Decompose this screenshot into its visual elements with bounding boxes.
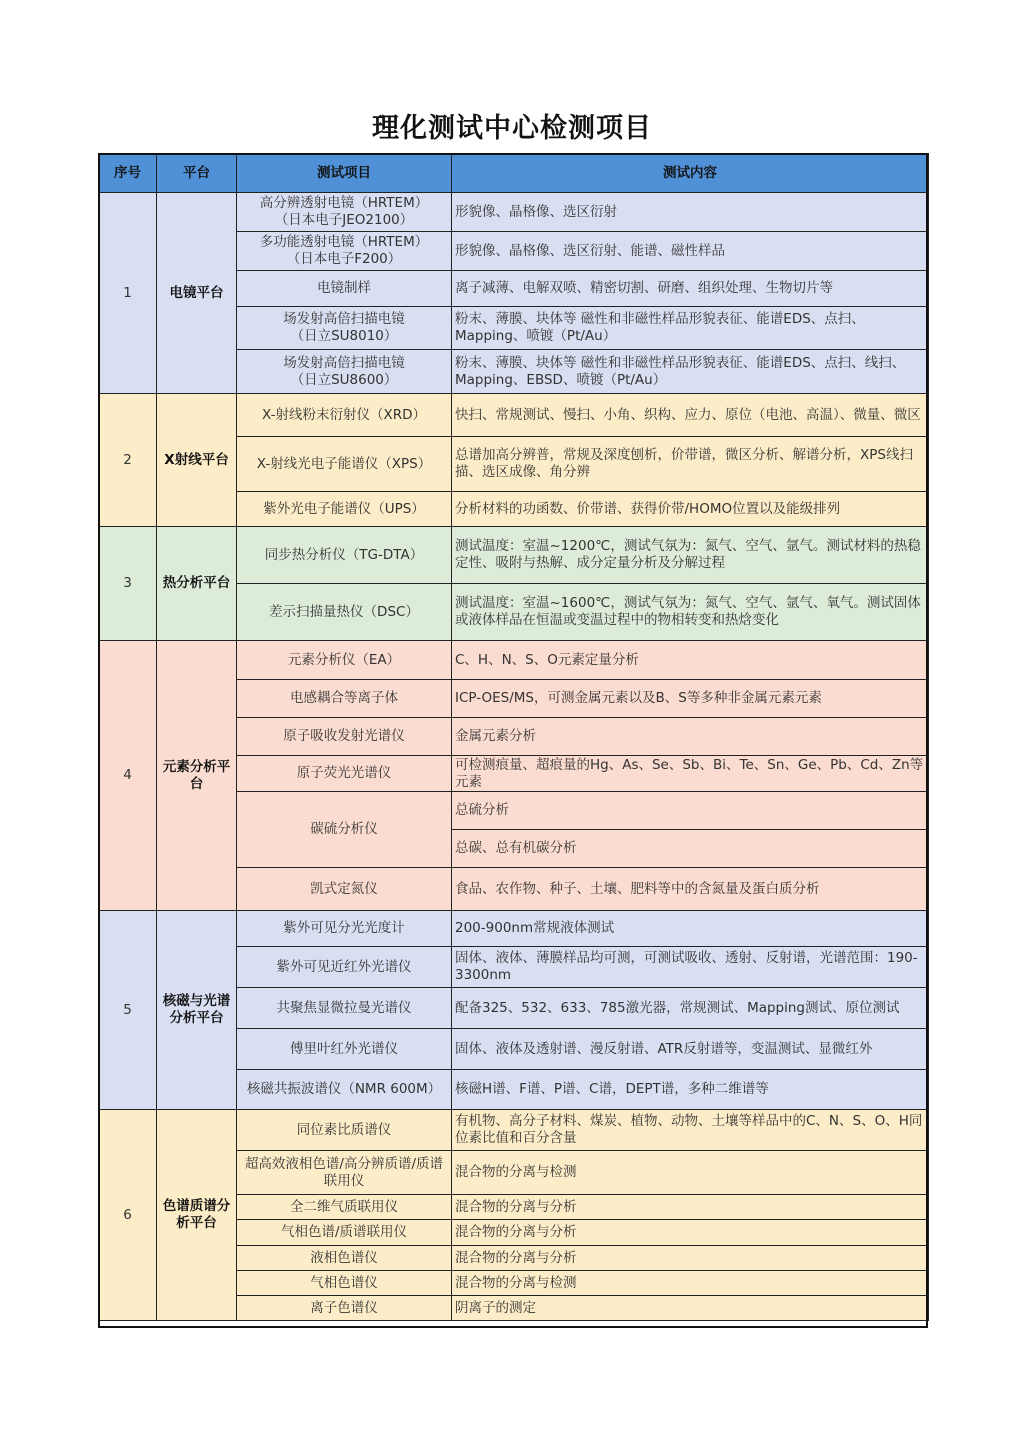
seq-cell: 3 xyxy=(99,527,157,641)
item-cell: 核磁共振波谱仪（NMR 600M） xyxy=(237,1070,452,1110)
page-title: 理化测试中心检测项目 xyxy=(372,113,652,144)
content-cell: 200-900nm常规液体测试 xyxy=(452,911,929,947)
item-cell: 同位素比质谱仪 xyxy=(237,1110,452,1151)
seq-cell: 4 xyxy=(99,641,157,911)
content-cell: C、H、N、S、O元素定量分析 xyxy=(452,641,929,680)
table-row xyxy=(99,394,929,437)
platform-cell: 元素分析平台 xyxy=(157,641,237,911)
item-cell: 共聚焦显微拉曼光谱仪 xyxy=(237,988,452,1029)
item-cell: 超高效液相色谱/高分辨质谱/质谱联用仪 xyxy=(237,1151,452,1195)
content-cell: 粉末、薄膜、块体等 磁性和非磁性样品形貌表征、能谱EDS、点扫、线扫、Mapping、EBSD、喷镀（Pt/Au） xyxy=(452,350,929,394)
content-cell: 测试温度：室温~1200℃，测试气氛为：氮气、空气、氩气。测试材料的热稳定性、吸附与热解、成分定量分析及分解过程 xyxy=(452,527,929,584)
item-cell: X-射线光电子能谱仪（XPS） xyxy=(237,437,452,492)
content-cell: 总硫分析 xyxy=(452,792,929,830)
content-cell: 可检测痕量、超痕量的Hg、As、Se、Sb、Bi、Te、Sn、Ge、Pb、Cd、Zn等元素 xyxy=(452,756,929,792)
content-cell: 总碳、总有机碳分析 xyxy=(452,830,929,868)
header-seq: 序号 xyxy=(99,154,157,193)
content-cell: 混合物的分离与分析 xyxy=(452,1246,929,1271)
item-cell: 电镜制样 xyxy=(237,271,452,307)
item-cell: 碳硫分析仪 xyxy=(237,792,452,868)
content-cell: 配备325、532、633、785激光器，常规测试、Mapping测试、原位测试 xyxy=(452,988,929,1029)
item-cell: 液相色谱仪 xyxy=(237,1246,452,1271)
item-cell: 差示扫描量热仪（DSC） xyxy=(237,584,452,641)
content-cell: 核磁H谱、F谱、P谱、C谱，DEPT谱，多种二维谱等 xyxy=(452,1070,929,1110)
platform-cell: 热分析平台 xyxy=(157,527,237,641)
content-cell: 混合物的分离与检测 xyxy=(452,1271,929,1296)
seq-cell: 6 xyxy=(99,1110,157,1321)
item-cell: 同步热分析仪（TG-DTA） xyxy=(237,527,452,584)
content-cell: ICP-OES/MS，可测金属元素以及B、S等多种非金属元素元素 xyxy=(452,680,929,718)
platform-cell: X射线平台 xyxy=(157,394,237,527)
item-cell: 气相色谱仪 xyxy=(237,1271,452,1296)
content-cell: 固体、液体及透射谱、漫反射谱、ATR反射谱等，变温测试、显微红外 xyxy=(452,1029,929,1070)
item-cell: 场发射高倍扫描电镜 （日立SU8010） xyxy=(237,307,452,350)
item-cell: 场发射高倍扫描电镜 （日立SU8600） xyxy=(237,350,452,394)
content-cell: 测试温度：室温~1600℃，测试气氛为：氮气、空气、氩气、氧气。测试固体或液体样品在恒温或变温过程中的物相转变和热焓变化 xyxy=(452,584,929,641)
header-platform: 平台 xyxy=(157,154,237,193)
content-cell: 分析材料的功函数、价带谱、获得价带/HOMO位置以及能级排列 xyxy=(452,492,929,527)
table-row xyxy=(99,193,929,232)
header-item: 测试项目 xyxy=(237,154,452,193)
item-cell: 元素分析仪（EA） xyxy=(237,641,452,680)
item-cell: 紫外光电子能谱仪（UPS） xyxy=(237,492,452,527)
item-cell: 气相色谱/质谱联用仪 xyxy=(237,1220,452,1246)
content-cell: 粉末、薄膜、块体等 磁性和非磁性样品形貌表征、能谱EDS、点扫、Mapping、喷镀（Pt/Au） xyxy=(452,307,929,350)
seq-cell: 2 xyxy=(99,394,157,527)
item-cell: X-射线粉末衍射仪（XRD） xyxy=(237,394,452,437)
item-cell: 凯式定氮仪 xyxy=(237,868,452,911)
item-cell: 多功能透射电镜（HRTEM） （日本电子F200） xyxy=(237,232,452,271)
content-cell: 有机物、高分子材料、煤炭、植物、动物、土壤等样品中的C、N、S、O、H同位素比值和百分含量 xyxy=(452,1110,929,1151)
content-cell: 金属元素分析 xyxy=(452,718,929,756)
content-cell: 固体、液体、薄膜样品均可测，可测试吸收、透射、反射谱，光谱范围：190-3300nm xyxy=(452,947,929,988)
content-cell: 阴离子的测定 xyxy=(452,1296,929,1321)
platform-cell: 色谱质谱分析平台 xyxy=(157,1110,237,1321)
content-cell: 总谱加高分辨普，常规及深度刨析，价带谱，微区分析、解谱分析，XPS线扫描、选区成像、角分辨 xyxy=(452,437,929,492)
table-header-row xyxy=(99,154,929,193)
platform-cell: 电镜平台 xyxy=(157,193,237,394)
table-row xyxy=(99,911,929,947)
seq-cell: 1 xyxy=(99,193,157,394)
item-cell: 原子吸收发射光谱仪 xyxy=(237,718,452,756)
content-cell: 形貌像、晶格像、选区衍射、能谱、磁性样品 xyxy=(452,232,929,271)
seq-cell: 5 xyxy=(99,911,157,1110)
item-cell: 紫外可见近红外光谱仪 xyxy=(237,947,452,988)
item-cell: 紫外可见分光光度计 xyxy=(237,911,452,947)
item-cell: 离子色谱仪 xyxy=(237,1296,452,1321)
table-row xyxy=(99,1110,929,1151)
platform-cell: 核磁与光谱分析平台 xyxy=(157,911,237,1110)
item-cell: 电感耦合等离子体 xyxy=(237,680,452,718)
header-content: 测试内容 xyxy=(452,154,929,193)
content-cell: 混合物的分离与分析 xyxy=(452,1195,929,1220)
item-cell: 傅里叶红外光谱仪 xyxy=(237,1029,452,1070)
content-cell: 混合物的分离与检测 xyxy=(452,1151,929,1195)
table-row xyxy=(99,527,929,584)
content-cell: 快扫、常规测试、慢扫、小角、织构、应力、原位（电池、高温）、微量、微区 xyxy=(452,394,929,437)
content-cell: 食品、农作物、种子、土壤、肥料等中的含氮量及蛋白质分析 xyxy=(452,868,929,911)
content-cell: 混合物的分离与分析 xyxy=(452,1220,929,1246)
item-cell: 全二维气质联用仪 xyxy=(237,1195,452,1220)
item-cell: 高分辨透射电镜（HRTEM） （日本电子JEO2100） xyxy=(237,193,452,232)
content-cell: 离子减薄、电解双喷、精密切割、研磨、组织处理、生物切片等 xyxy=(452,271,929,307)
test-items-table xyxy=(98,153,929,1321)
content-cell: 形貌像、晶格像、选区衍射 xyxy=(452,193,929,232)
item-cell: 原子荧光光谱仪 xyxy=(237,756,452,792)
table-row xyxy=(99,641,929,680)
